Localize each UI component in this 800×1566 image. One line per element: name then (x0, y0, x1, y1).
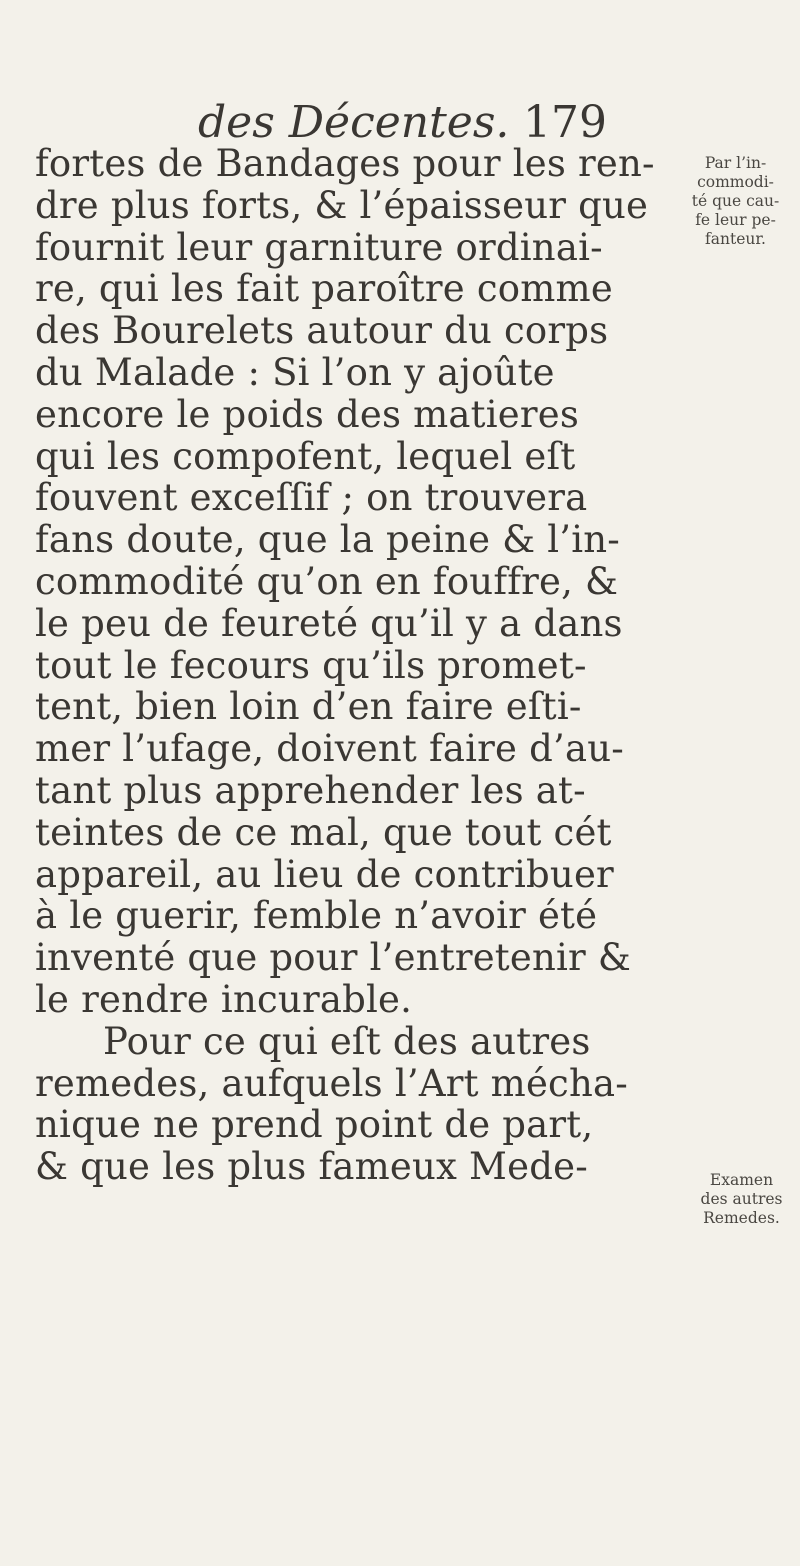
body-line: le rendre incurable. (35, 977, 413, 1021)
margin-note-line: Par l’in- (704, 154, 767, 172)
body-line: qui les compofent, lequel eſt (35, 434, 576, 478)
margin-note-line: Remedes. (703, 1209, 780, 1227)
margin-note-line: Examen (709, 1171, 774, 1189)
page-number: 179 (523, 97, 607, 148)
body-line: commodité qu’on en fouffre, & (35, 559, 619, 603)
running-title: des Décentes. (198, 97, 510, 148)
body-line: tant plus apprehender les at- (35, 768, 586, 812)
body-line: & que les plus fameux Mede- (35, 1145, 588, 1189)
body-line: inventé que pour l’entretenir & (35, 936, 632, 980)
margin-note-line: commodi- (697, 173, 774, 191)
margin-note-line: fanteur. (705, 230, 766, 248)
body-line: encore le poids des matieres (35, 392, 580, 436)
body-line: fournit leur garniture ordinai- (35, 225, 603, 269)
body-line: tout le fecours qu’ils promet- (35, 643, 587, 687)
body-line: mer l’ufage, doivent faire d’au- (35, 727, 624, 771)
body-line: à le guerir, femble n’avoir été (35, 894, 598, 938)
body-text (35, 142, 655, 1189)
body-line: re, qui les fait paroître comme (35, 267, 613, 311)
body-line: dre plus forts, & l’épaisseur que (35, 183, 649, 227)
body-line: Pour ce qui eſt des autres (103, 1019, 591, 1063)
body-line: fortes de Bandages pour les ren- (35, 142, 655, 185)
margin-note (683, 154, 788, 249)
body-line: fouvent exceſſif ; on trouvera (35, 476, 588, 520)
body-line: remedes, aufquels l’Art mécha- (35, 1061, 628, 1105)
page-header (198, 98, 638, 148)
margin-note (689, 1171, 794, 1228)
body-line: fans doute, que la peine & l’in- (35, 518, 620, 562)
body-line: appareil, au lieu de contribuer (35, 852, 614, 896)
body-line: tent, bien loin d’en faire eſti- (35, 685, 582, 729)
margin-note-line: des autres (700, 1190, 783, 1208)
body-line: nique ne prend point de part, (35, 1103, 594, 1147)
body-line: du Malade : Si l’on y ajoûte (35, 350, 555, 394)
margin-note-line: fe leur pe- (695, 211, 776, 229)
body-line: le peu de feureté qu’il y a dans (35, 601, 623, 645)
body-line: des Bourelets autour du corps (35, 309, 609, 353)
body-line: teintes de ce mal, que tout cét (35, 810, 612, 854)
margin-note-line: té que cau- (691, 192, 780, 210)
